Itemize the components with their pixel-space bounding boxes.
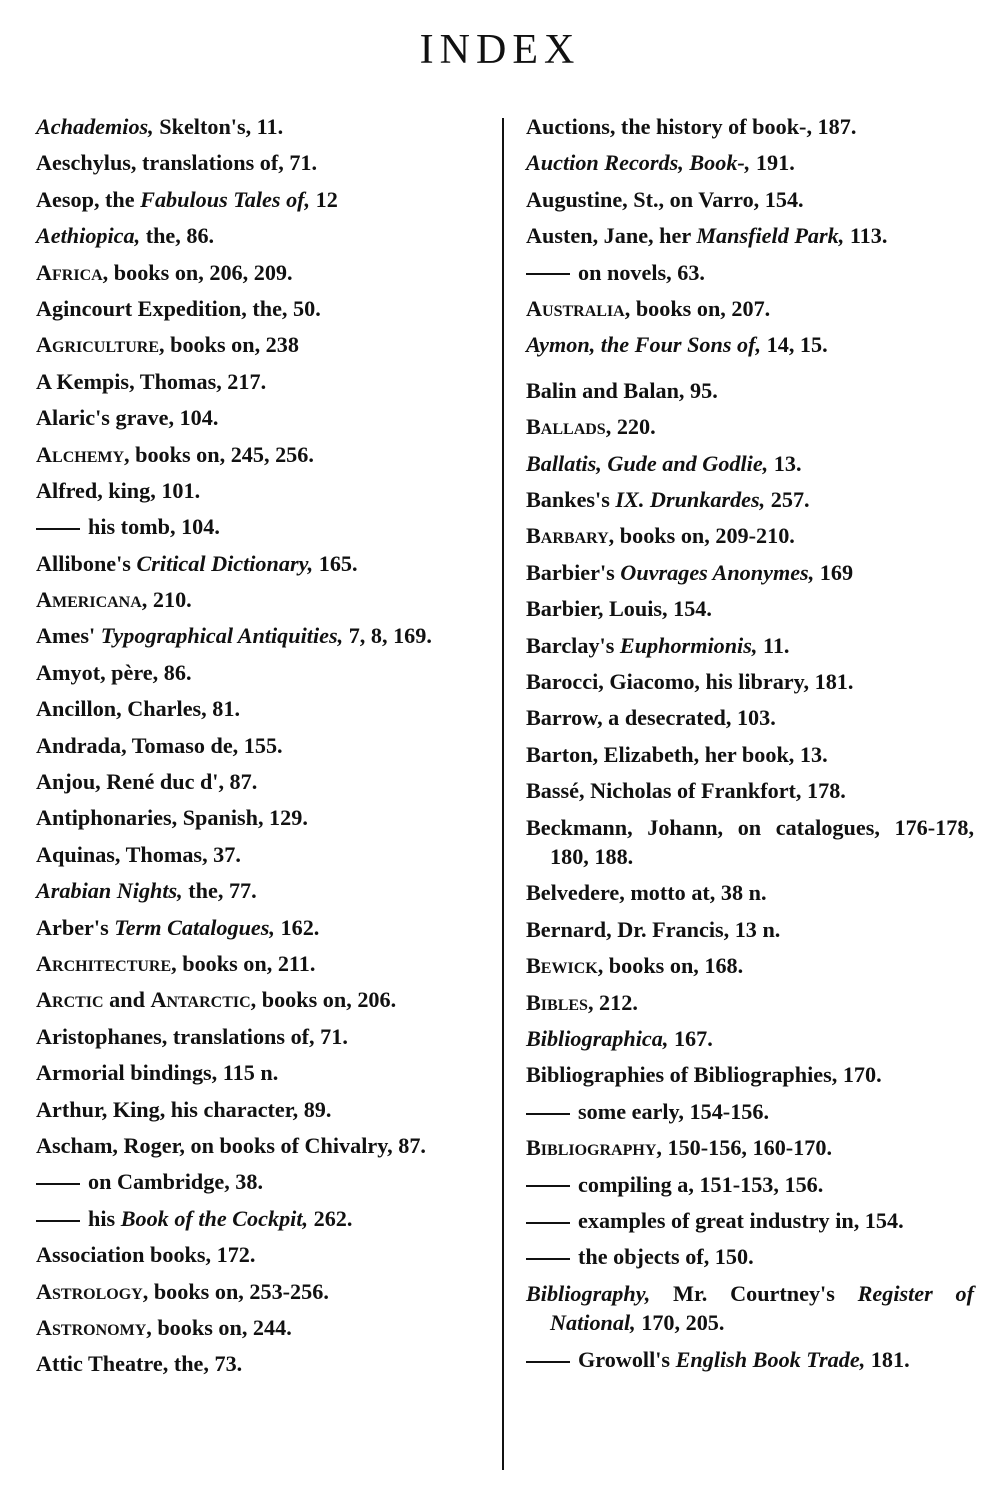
index-entry	[526, 485, 974, 515]
index-entry	[526, 631, 974, 661]
index-entry	[36, 1131, 482, 1161]
index-entry	[36, 148, 482, 178]
index-column-right	[526, 112, 974, 1381]
entry-text: books on, 206.	[256, 987, 397, 1013]
italic-title: Auction Records, Book-,	[526, 150, 751, 176]
index-entry	[526, 594, 974, 624]
index-entry	[526, 221, 974, 251]
entry-text: Belvedere, motto at, 38 n.	[526, 880, 767, 906]
entry-text: 13.	[768, 450, 802, 476]
index-entry	[526, 703, 974, 733]
index-entry	[526, 112, 974, 142]
index-entry	[526, 1133, 974, 1163]
subject-heading: Alchemy,	[36, 441, 130, 467]
entry-text: Mr. Courtney's	[650, 1280, 858, 1306]
entry-text: Bernard, Dr. Francis, 13 n.	[526, 916, 781, 942]
entry-text: 113.	[844, 223, 888, 249]
index-entry	[526, 1060, 974, 1090]
index-entry	[36, 185, 482, 215]
entry-text: 14, 15.	[761, 332, 828, 358]
index-entry	[36, 258, 482, 288]
subject-heading: Bibliography,	[526, 1135, 662, 1161]
entry-text: Auctions, the history of book-, 187.	[526, 114, 857, 139]
italic-title: Register of National,	[550, 1280, 974, 1336]
index-entry	[36, 803, 482, 833]
index-entry	[526, 412, 974, 442]
index-entry	[36, 476, 482, 506]
index-entry	[526, 1024, 974, 1054]
ditto-dash	[526, 1258, 570, 1260]
index-entry	[36, 367, 482, 397]
entry-text: Bassé, Nicholas of Frankfort, 178.	[526, 778, 846, 804]
entry-text: Bankes's	[526, 487, 616, 513]
subject-heading: Antarctic,	[150, 987, 257, 1013]
entry-text: Anjou, René duc d', 87.	[36, 769, 258, 795]
entry-text: Andrada, Tomaso de, 155.	[36, 732, 283, 758]
ditto-dash	[526, 1361, 570, 1363]
entry-text: 170, 205.	[635, 1310, 725, 1336]
entry-text: examples of great industry in, 154.	[578, 1207, 904, 1233]
ditto-dash	[36, 1220, 80, 1222]
entry-text: Arthur, King, his character, 89.	[36, 1096, 332, 1122]
entry-text: the objects of, 150.	[578, 1244, 754, 1270]
entry-text: books on, 211.	[176, 950, 316, 976]
index-entry	[526, 667, 974, 697]
ditto-dash	[526, 1113, 570, 1115]
entry-text: 150-156, 160-170.	[661, 1135, 833, 1161]
index-entry	[526, 1206, 974, 1236]
index-entry	[526, 1170, 974, 1200]
entry-text: Agincourt Expedition, the, 50.	[36, 295, 321, 321]
subject-heading: Astrology,	[36, 1278, 149, 1304]
index-entry	[36, 549, 482, 579]
index-entry	[526, 330, 974, 360]
index-entry	[526, 813, 974, 872]
italic-title: Aymon, the Four Sons of,	[526, 332, 762, 358]
ditto-dash	[526, 1185, 570, 1187]
index-entry	[526, 915, 974, 945]
entry-text: 12	[310, 186, 338, 212]
entry-text: the, 86.	[140, 223, 215, 249]
index-entry	[36, 112, 482, 142]
subject-heading: Bewick,	[526, 953, 604, 979]
ditto-dash	[526, 273, 570, 275]
entry-text: Barrow, a desecrated, 103.	[526, 705, 776, 731]
entry-text: some early, 154-156.	[578, 1098, 770, 1124]
index-entry	[36, 876, 482, 906]
index-entry	[36, 585, 482, 615]
italic-title: Typographical Antiquities,	[100, 623, 344, 649]
entry-text: 169	[814, 559, 854, 585]
entry-text: Alaric's grave, 104.	[36, 405, 219, 431]
entry-text: Amyot, père, 86.	[36, 659, 192, 685]
index-entry	[526, 521, 974, 551]
entry-text: Allibone's	[36, 550, 137, 576]
entry-text: Barton, Elizabeth, her book, 13.	[526, 741, 828, 767]
entry-text: Bibliographies of Bibliographies, 170.	[526, 1062, 882, 1088]
entry-text: Alfred, king, 101.	[36, 477, 201, 503]
entry-text: A Kempis, Thomas, 217.	[36, 368, 267, 394]
italic-title: Term Catalogues,	[114, 914, 275, 940]
subject-heading: Barbary,	[526, 523, 615, 549]
entry-text: the, 77.	[182, 878, 257, 904]
index-entry	[526, 449, 974, 479]
italic-title: Euphormionis,	[619, 632, 758, 658]
page-title: INDEX	[419, 27, 581, 73]
subject-heading: Africa,	[36, 259, 109, 285]
entry-text: Aeschylus, translations of, 71.	[36, 150, 318, 176]
entry-text: 7, 8, 169.	[343, 623, 432, 649]
entry-text: Beckmann, Johann, on catalogues, 176-178, 180, 188.	[526, 814, 974, 870]
entry-text: on novels, 63.	[578, 259, 705, 285]
entry-text: Armorial bindings, 115 n.	[36, 1060, 279, 1086]
entry-text: Barbier's	[526, 559, 621, 585]
entry-text: 212.	[593, 989, 638, 1015]
index-entry	[526, 1345, 974, 1375]
index-entry	[526, 376, 974, 406]
entry-text: books on, 168.	[603, 953, 744, 979]
entry-text: 11.	[757, 632, 790, 658]
entry-text: Aquinas, Thomas, 37.	[36, 841, 241, 867]
subject-heading: Bibles,	[526, 989, 594, 1015]
index-entry	[36, 403, 482, 433]
index-entry	[526, 1242, 974, 1272]
italic-title: Critical Dictionary,	[136, 550, 314, 576]
italic-title: Book of the Cockpit,	[120, 1205, 309, 1231]
index-entry	[36, 913, 482, 943]
entry-text: his	[88, 1205, 121, 1231]
index-entry	[36, 1058, 482, 1088]
index-entry	[36, 1022, 482, 1052]
entry-text: books on, 245, 256.	[129, 441, 314, 467]
entry-text: Aesop, the	[36, 186, 141, 212]
entry-text: Austen, Jane, her	[526, 223, 697, 249]
index-entry	[36, 1167, 482, 1197]
entry-text: Ascham, Roger, on books of Chivalry, 87.	[36, 1132, 426, 1158]
entry-text: books on, 253-256.	[148, 1278, 329, 1304]
entry-text: Arber's	[36, 914, 115, 940]
italic-title: Ouvrages Anonymes,	[620, 559, 815, 585]
index-entry	[526, 148, 974, 178]
index-entry	[526, 558, 974, 588]
entry-text: his tomb, 104.	[88, 514, 220, 540]
entry-text: 162.	[274, 914, 320, 940]
entry-text: 210.	[147, 587, 192, 613]
index-entry	[36, 658, 482, 688]
index-entry	[526, 1097, 974, 1127]
index-column-left	[36, 112, 482, 1386]
entry-text: Skelton's, 11.	[153, 114, 284, 139]
index-entry	[36, 1313, 482, 1343]
ditto-dash	[36, 1183, 80, 1185]
entry-text: Balin and Balan, 95.	[526, 377, 718, 403]
entry-text: compiling a, 151-153, 156.	[578, 1171, 824, 1197]
italic-title: Mansfield Park,	[696, 223, 845, 249]
index-entry	[36, 767, 482, 797]
entry-text: Barocci, Giacomo, his library, 181.	[526, 668, 854, 694]
index-entry	[526, 878, 974, 908]
entry-text: Attic Theatre, the, 73.	[36, 1351, 243, 1377]
subject-heading: Architecture,	[36, 950, 177, 976]
entry-text: on Cambridge, 38.	[88, 1169, 264, 1195]
entry-text: books on, 238	[164, 332, 299, 358]
entry-text: books on, 207.	[630, 295, 771, 321]
index-entry	[526, 1279, 974, 1338]
entry-text: Ames'	[36, 623, 101, 649]
index-entry	[36, 840, 482, 870]
index-entry	[526, 258, 974, 288]
italic-title: English Book Trade,	[675, 1346, 866, 1372]
entry-text: 165.	[313, 550, 358, 576]
index-entry	[526, 185, 974, 215]
index-entry	[36, 294, 482, 324]
index-entry	[36, 621, 482, 651]
entry-text: 257.	[765, 487, 810, 513]
index-entry	[36, 1349, 482, 1379]
index-entry	[526, 776, 974, 806]
entry-text: books on, 206, 209.	[108, 259, 293, 285]
index-entry	[526, 294, 974, 324]
italic-title: Aethiopica,	[36, 223, 141, 249]
index-entry	[36, 694, 482, 724]
entry-text: 262.	[308, 1205, 353, 1231]
index-entry	[36, 985, 482, 1015]
index-entry	[36, 330, 482, 360]
entry-text: Association books, 172.	[36, 1242, 256, 1268]
entry-text: Ancillon, Charles, 81.	[36, 696, 241, 722]
index-entry	[36, 512, 482, 542]
subject-heading: Australia,	[526, 295, 631, 321]
entry-text: and	[103, 987, 151, 1013]
italic-title: Fabulous Tales of,	[140, 186, 311, 212]
entry-text: Growoll's	[578, 1346, 676, 1372]
entry-text: Aristophanes, translations of, 71.	[36, 1023, 348, 1049]
ditto-dash	[526, 1222, 570, 1224]
italic-title: Bibliography,	[526, 1280, 651, 1306]
italic-title: Bibliographica,	[526, 1025, 669, 1051]
index-entry	[36, 949, 482, 979]
index-entry	[526, 988, 974, 1018]
italic-title: Arabian Nights,	[36, 878, 183, 904]
entry-text: Barclay's	[526, 632, 620, 658]
column-divider	[502, 118, 504, 1470]
index-entry	[36, 731, 482, 761]
index-entry	[526, 740, 974, 770]
subject-heading: Astronomy,	[36, 1314, 152, 1340]
entry-text: books on, 244.	[151, 1314, 292, 1340]
index-entry	[36, 1240, 482, 1270]
subject-heading: Arctic	[36, 987, 104, 1013]
entry-text: Antiphonaries, Spanish, 129.	[36, 805, 308, 831]
entry-text: 191.	[750, 150, 795, 176]
index-entry	[36, 1277, 482, 1307]
index-entry	[36, 1204, 482, 1234]
entry-text: Barbier, Louis, 154.	[526, 596, 712, 622]
subject-heading: Ballads,	[526, 414, 612, 440]
index-entry	[36, 1095, 482, 1125]
entry-text: books on, 209-210.	[614, 523, 795, 549]
index-entry	[36, 221, 482, 251]
italic-title: Ballatis, Gude and Godlie,	[526, 450, 769, 476]
subject-heading: Americana,	[36, 587, 148, 613]
italic-title: IX. Drunkardes,	[615, 487, 766, 513]
index-entry	[36, 440, 482, 470]
index-entry	[526, 951, 974, 981]
entry-text: 181.	[865, 1346, 910, 1372]
entry-text: 220.	[611, 414, 656, 440]
ditto-dash	[36, 528, 80, 530]
italic-title: Achademios,	[36, 114, 154, 139]
entry-text: 167.	[668, 1025, 713, 1051]
entry-text: Augustine, St., on Varro, 154.	[526, 186, 804, 212]
subject-heading: Agriculture,	[36, 332, 165, 358]
